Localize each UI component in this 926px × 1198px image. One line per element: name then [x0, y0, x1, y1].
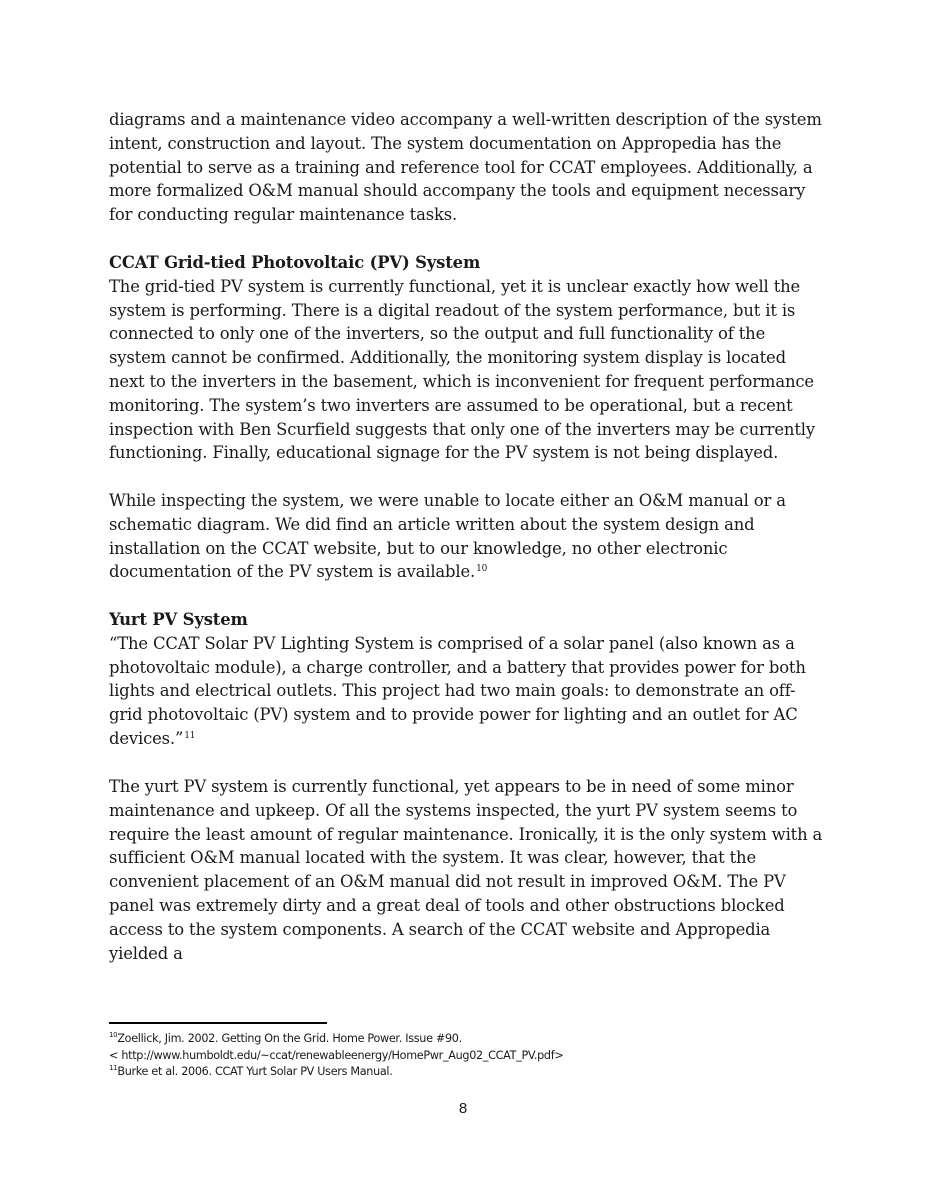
footnote-10-url — [109, 1048, 809, 1065]
footnote-11 — [109, 1064, 809, 1081]
quote-text: “The CCAT Solar PV Lighting System is comprised of a solar panel (also known as a photovoltaic module), a charge controller, and a battery that provides power for both lights and electrical outlets. This project had two main goals: to demonstrate an off-grid photovoltaic (PV) system and to provide power for lighting and an outlet for AC devices.” — [109, 633, 806, 748]
paragraph-yurt-status — [109, 775, 824, 965]
paragraph-yurt-quote — [109, 632, 824, 751]
footnote-text: Zoellick, Jim. 2002. Getting On the Grid. Home Power. Issue #90. — [117, 1032, 462, 1045]
footnote-number: 11 — [109, 1064, 118, 1072]
section-yurt-pv — [109, 608, 824, 751]
footnote-reference: 10 — [476, 564, 488, 575]
section-grid-tied-pv — [109, 251, 824, 465]
footnote-number: 10 — [109, 1031, 118, 1039]
paragraph-grid-tied-status: The grid-tied PV system is currently functional, yet it is unclear exactly how well the system is performing. There is a digital readout of the system performance, but it is connected to only one of the inverters, so the output and full functionality of the system cannot be confirmed. Additionally, the monitoring system display is located next to the inverters in the basement, which is inconvenient for frequent performance monitoring. The system’s two inverters are assumed to be operational, but a recent inspection with Ben Scurfield suggests that only one of the inverters may be currently functioning. Finally, educational signage for the PV system is not being displayed. — [109, 276, 815, 463]
paragraph-text — [109, 489, 824, 584]
paragraph-text-body: While inspecting the system, we were unable to locate either an O&M manual or a schematic diagram. We did find an article written about the system design and installation on the CCAT website, but to our knowledge, no other electronic documentation of the PV system is available. — [109, 491, 786, 582]
paragraph-intro-continued — [109, 108, 824, 227]
paragraph-grid-tied-documentation — [109, 489, 824, 584]
page-number: 8 — [458, 1100, 468, 1117]
footnote-reference: 11 — [184, 730, 196, 741]
footnote-link[interactable]: < http://www.humboldt.edu/~ccat/renewableenergy/HomePwr_Aug02_CCAT_PV.pdf> — [109, 1048, 564, 1062]
paragraph-text: diagrams and a maintenance video accompany a well-written description of the system intent, construction and layout. The system documentation on Appropedia has the potential to serve as a training and reference tool for CCAT employees. Additionally, a more formalized O&M manual should accompany the tools and equipment necessary for conducting regular maintenance tasks. — [109, 110, 822, 225]
section-heading-grid-tied: CCAT Grid-tied Photovoltaic (PV) System — [109, 253, 481, 272]
section-heading-yurt: Yurt PV System — [109, 610, 248, 629]
paragraph-text: The yurt PV system is currently functional, yet appears to be in need of some minor maintenance and upkeep. Of all the systems inspected, the yurt PV system seems to require the least amount of regular maintenance. Ironically, it is the only system with a sufficient O&M manual located with the system. It was clear, however, that the convenient placement of an O&M manual did not result in improved O&M. The PV panel was extremely dirty and a great deal of tools and other obstructions blocked access to the system components. A search of the CCAT website and Appropedia yielded a — [109, 777, 823, 963]
footnote-10 — [109, 1031, 809, 1048]
footnote-text: Burke et al. 2006. CCAT Yurt Solar PV Users Manual. — [117, 1065, 393, 1078]
footnote-separator — [109, 1022, 327, 1024]
footnotes — [109, 1031, 809, 1081]
